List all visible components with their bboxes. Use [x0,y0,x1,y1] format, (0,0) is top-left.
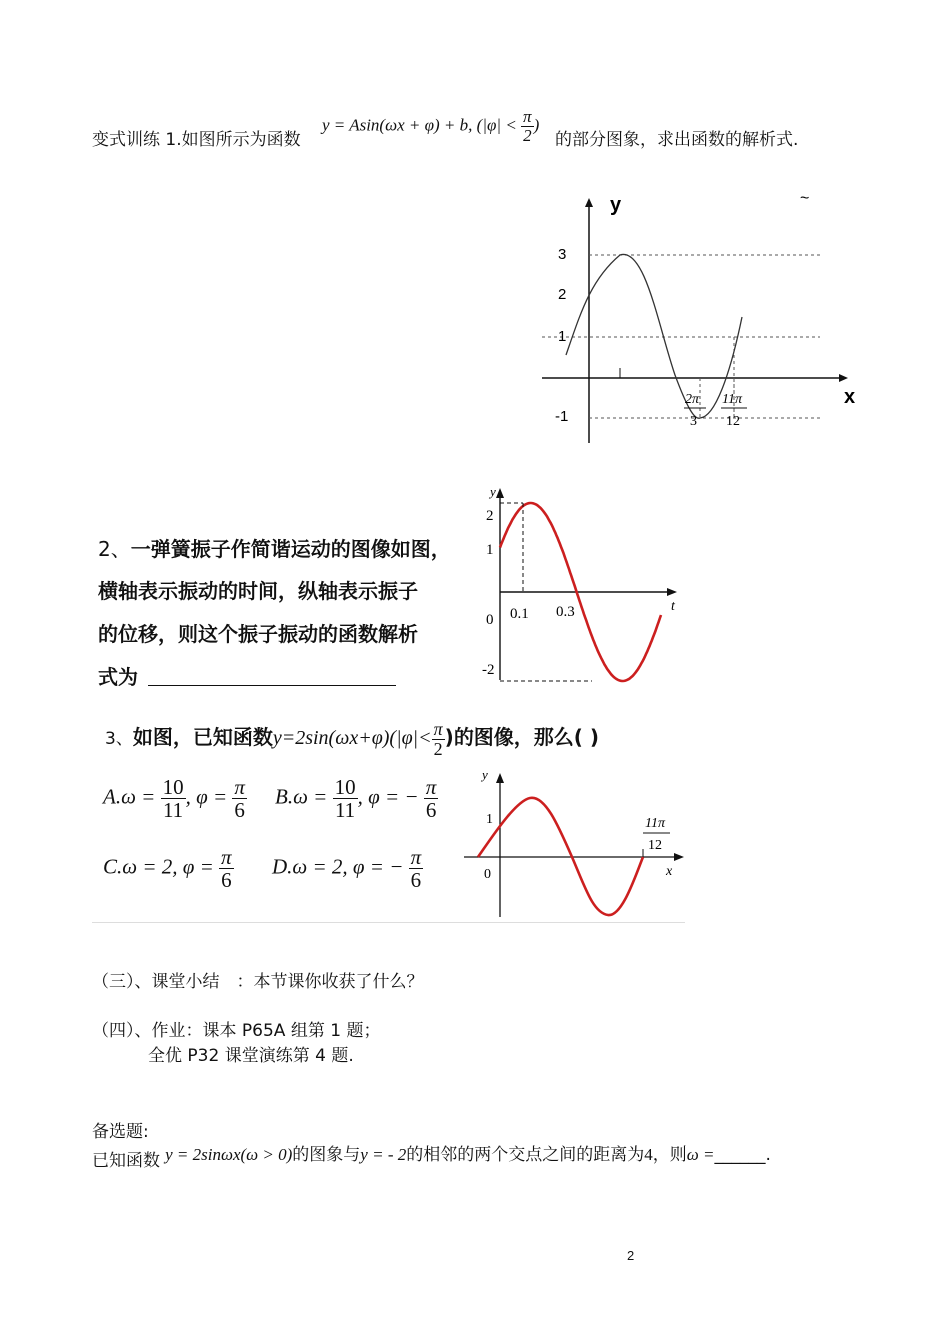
ex1-ytick-3: 3 [558,246,567,263]
option-a-w-den: 11 [162,798,184,823]
ex1-ytick-1: 1 [558,328,567,345]
ex1-x-arrow [839,374,848,382]
exercise2-line3: 的位移，则这个振子振动的函数解析 [98,622,418,646]
ex1-ytick-m1: -1 [555,408,569,425]
extra-formula: y = 2sinωx(ω > 0) [165,1145,293,1164]
exercise3-stem-formula: y=2sin(ωx+φ)(|φ|< [272,726,432,749]
exercise1-frac-den: 2 [523,125,532,145]
exercise2-line4: 式为 [98,665,138,689]
exercise2-line1 [98,533,451,562]
ex1-xtick-2-den: 12 [726,414,740,429]
option-b-label: B.ω = [275,784,328,809]
option-b-p-num: π [425,775,437,799]
option-c [103,846,234,891]
exercise1-graph [530,185,870,450]
exercise1-formula [322,108,539,145]
ex2-ttick-03: 0.3 [556,604,575,620]
homework-line1: （四）、作业：课本 P65A 组第 1 题； [92,1021,381,1041]
exercise2-line1-text: 一弹簧振子作简谐运动的图像如图， [130,537,451,561]
exercise1-frac-num: π [523,107,532,126]
exercise1-prefix: 变式训练 1.如图所示为函数 [92,130,301,150]
exercise1-formula-close: ) [533,115,540,135]
extra-question [92,1145,771,1171]
ex2-ytick-m2: -2 [482,662,495,678]
option-d [272,846,423,891]
ex3-x-label: x [666,864,673,879]
extra-formula3: ω = [686,1145,715,1164]
option-b-p-den: 6 [425,798,437,823]
ex2-t-label: t [671,599,675,614]
exercise1-formula-main: y = Asin(ωx + φ) + b, (|φ| < [322,115,517,135]
exercise3-graph [460,765,685,920]
option-a [103,776,247,821]
extra-formula2: y = - 2 [360,1145,407,1164]
ex1-xtick-2-num: 11π [722,392,742,407]
homework-line2: 全优 P32 课堂演练第 4 题. [148,1046,354,1066]
option-c-label: C.ω = 2, φ = [103,854,214,879]
option-b-phi: , φ = − [357,784,419,809]
ex2-t-arrow [667,588,677,596]
ex2-y-arrow [496,488,504,498]
extra-end: . [765,1145,771,1165]
page-number: 2 [627,1248,635,1263]
extra-middle2: 的相邻的两个交点之间的距离为 [406,1145,645,1165]
exercise1-suffix: 的部分图象，求出函数的解析式. [555,130,799,150]
exercise3-stem [105,720,599,759]
ex2-ytick-1: 1 [486,542,494,558]
ex3-y-label: y [482,767,488,782]
exercise2-number: 2、 [98,537,131,561]
option-d-p-den: 6 [410,868,422,893]
option-a-p-den: 6 [234,798,245,823]
exercise3-stem-suffix: )的图像，那么( ) [444,724,600,749]
option-d-p-num: π [410,845,422,869]
option-b-w-num: 10 [334,775,356,799]
exercise3-stem-frac-den: 2 [433,738,443,759]
extra-tail: ，则 [652,1145,687,1165]
option-b [275,776,438,821]
ex2-origin: 0 [486,612,494,628]
exercise3-stem-frac-num: π [433,719,443,739]
ex1-x-label: x [844,386,856,408]
exercise2-line2: 横轴表示振动的时间，纵轴表示振子 [98,579,418,603]
extra-heading: 备选题: [92,1122,149,1142]
exercise3-number: 3、 [105,728,133,749]
ex2-ytick-2: 2 [486,508,494,524]
option-a-phi: , φ = [185,784,228,809]
ex3-xtick-den: 12 [648,838,662,853]
option-b-w-den: 11 [334,798,356,823]
exercise2-answer-blank [148,685,396,686]
option-a-p-num: π [234,775,245,799]
ex2-ttick-01: 0.1 [510,606,529,622]
exercise2-graph [470,480,685,690]
ex1-ytick-2: 2 [558,286,567,303]
ex1-y-label: y [610,194,622,216]
extra-value: 4 [644,1145,653,1164]
extra-middle: 的图象与 [292,1145,361,1165]
ex1-y-arrow [585,198,593,207]
option-d-label: D.ω = 2, φ = − [272,854,404,879]
ex3-ytick-1: 1 [486,812,493,827]
ex1-xtick-1-num: 2π [685,392,700,407]
option-a-w-num: 10 [162,775,184,799]
extra-blank: ______ [714,1145,766,1165]
ex3-xtick-num: 11π [645,816,665,831]
ex1-corner-mark: ~ [800,190,810,207]
option-c-p-den: 6 [221,868,232,893]
ex2-y-label: y [490,484,496,499]
ex3-y-arrow [496,773,504,783]
ex1-xtick-1-den: 3 [690,414,697,429]
ex1-curve [566,254,742,418]
option-c-p-num: π [221,845,232,869]
option-a-label: A.ω = [103,784,156,809]
ex3-origin: 0 [484,867,491,882]
extra-prefix: 已知函数 [92,1151,160,1171]
exercise3-stem-prefix: 如图，已知函数 [132,724,273,749]
summary-line: （三）、课堂小结 ：本节课你收获了什么？ [92,972,424,992]
ex3-x-arrow [674,853,684,861]
